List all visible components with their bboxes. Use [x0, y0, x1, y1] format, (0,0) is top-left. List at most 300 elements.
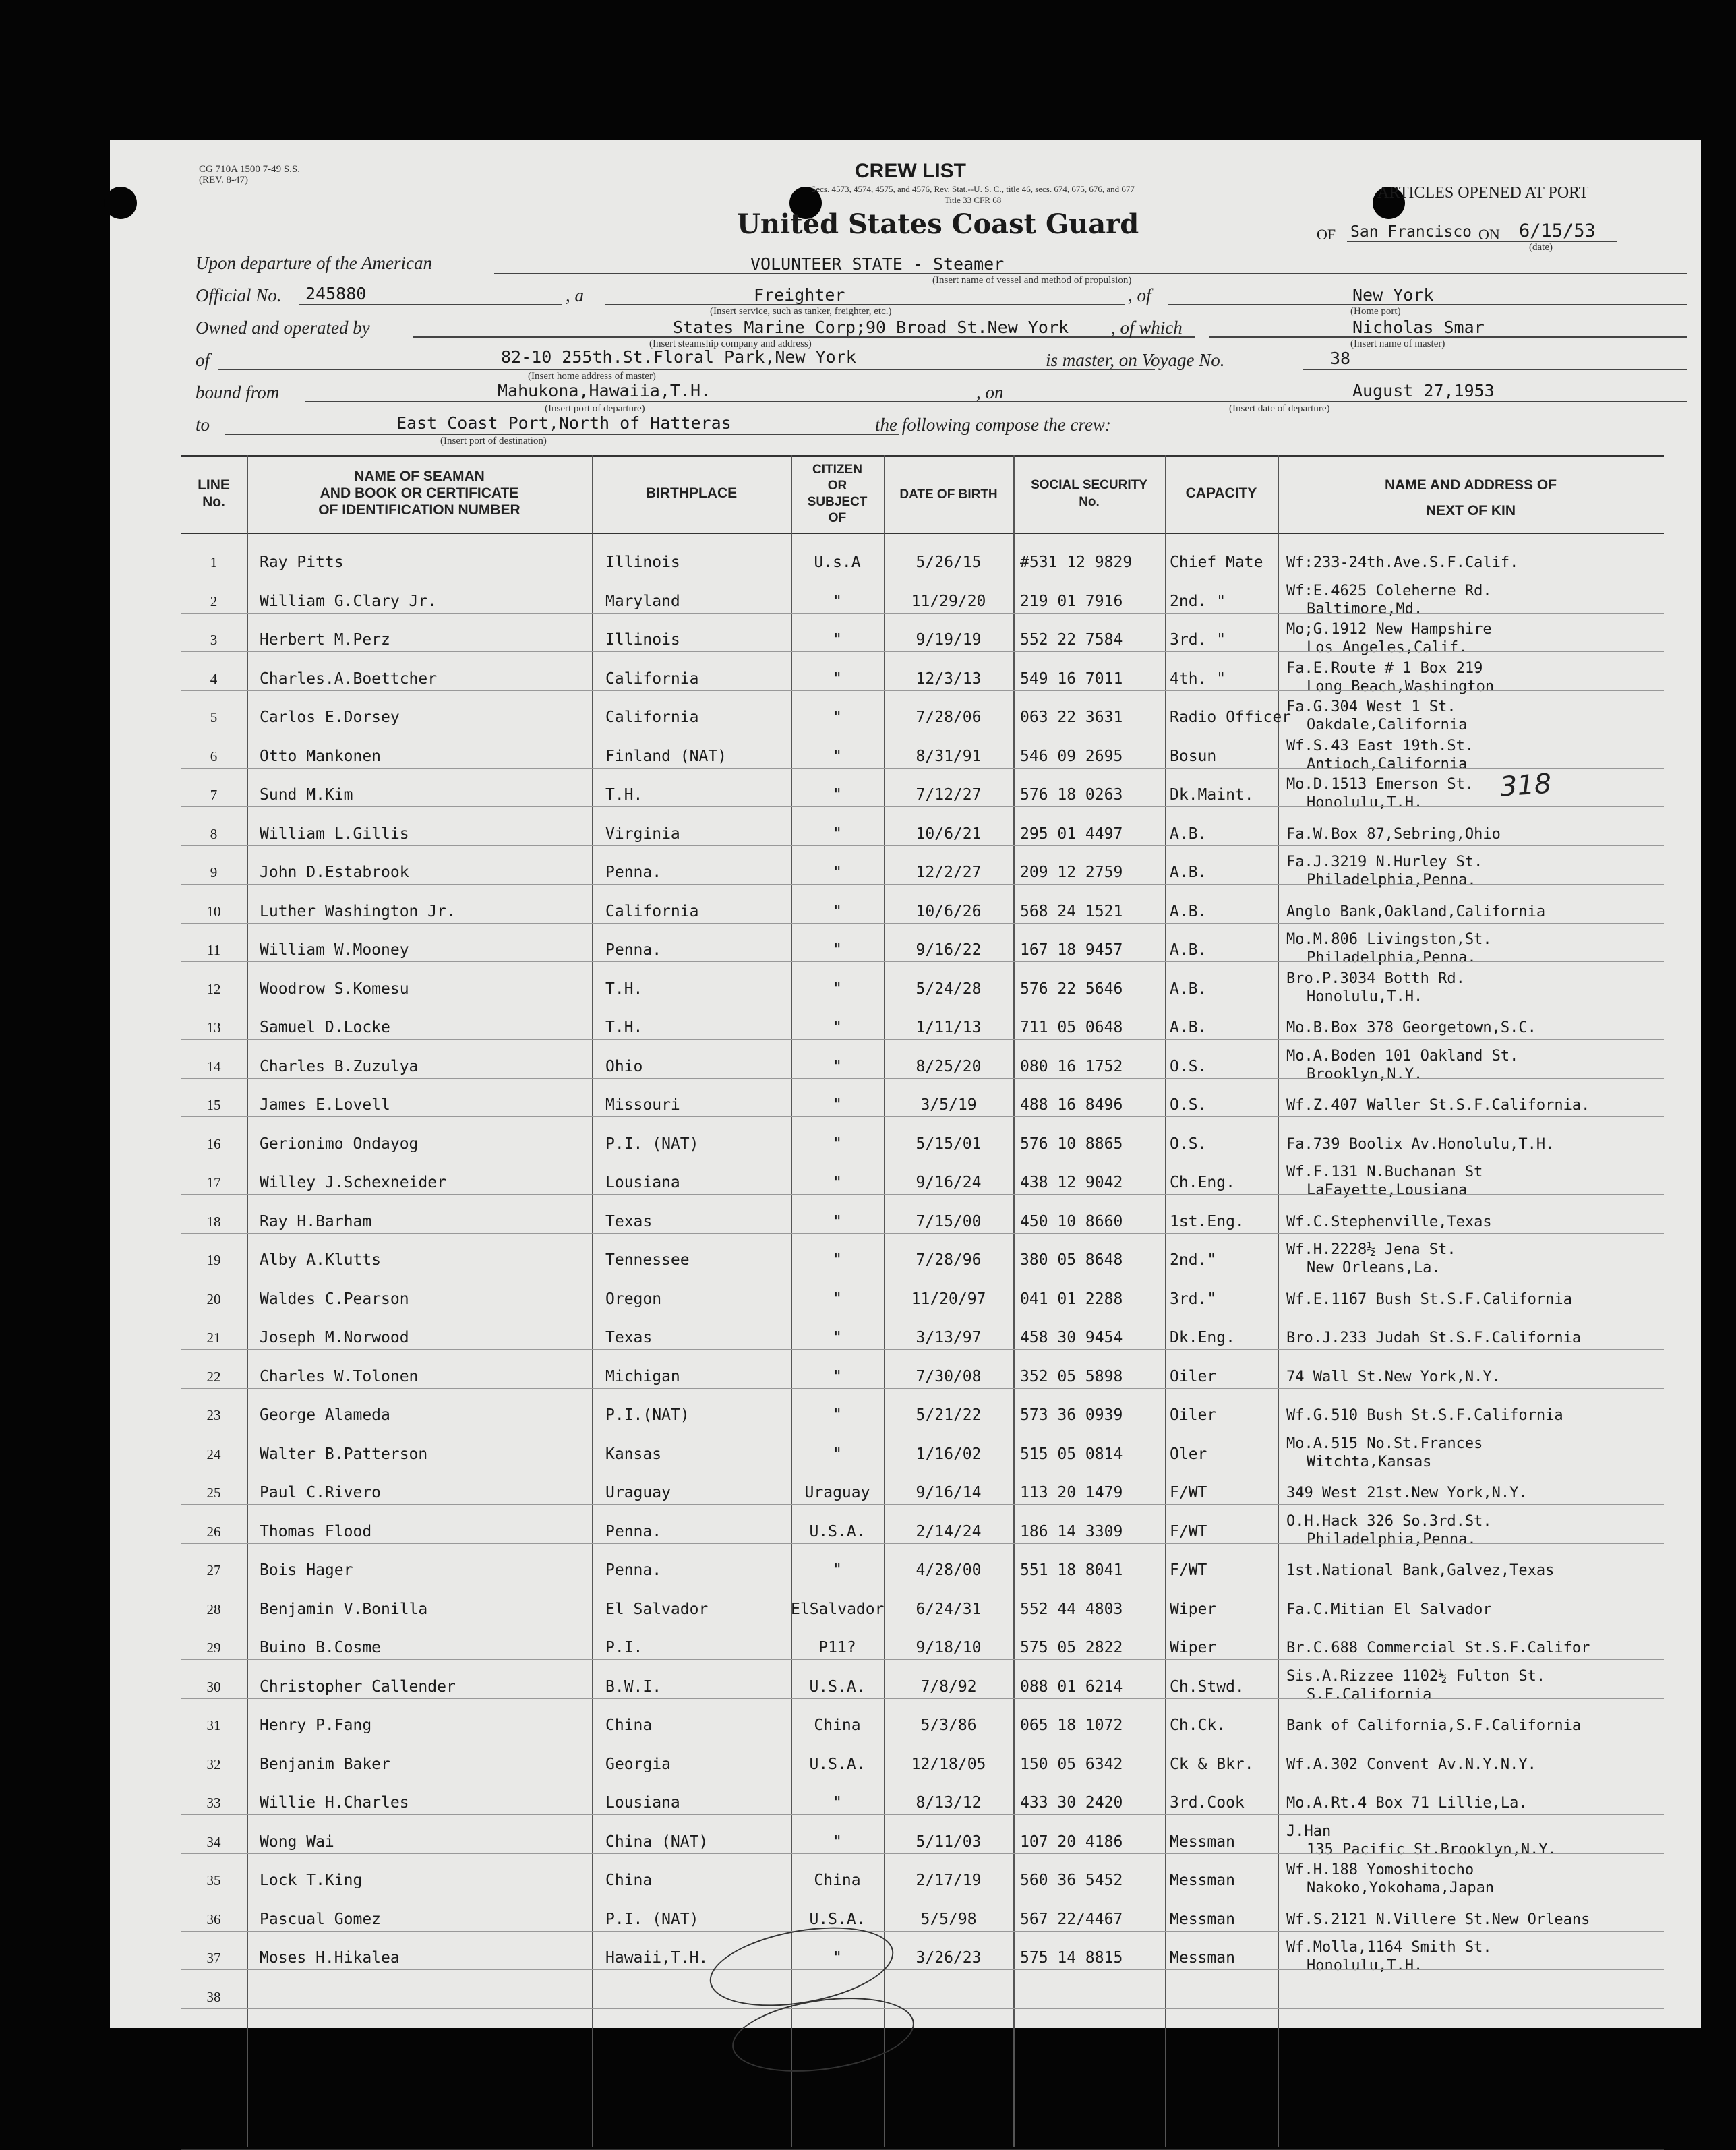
cell-name: Gerionimo Ondayog: [260, 1135, 419, 1153]
row-rule: [181, 1543, 1664, 1544]
next-of-kin-line: Honolulu,T.H.: [1307, 988, 1423, 1005]
cell-ssn: 552 22 7584: [1020, 631, 1123, 649]
cell-cap: Wiper: [1170, 1600, 1217, 1618]
cell-dob: 9/18/10: [916, 1639, 982, 1656]
cell-birth: El Salvador: [605, 1600, 709, 1618]
cell-ssn: 575 05 2822: [1020, 1639, 1123, 1656]
form-code: CG 710A 1500 7-49 S.S. (REV. 8-47): [199, 164, 301, 185]
next-of-kin-line: LaFayette,Lousiana: [1307, 1182, 1468, 1199]
cell-dob: 9/16/24: [916, 1174, 982, 1191]
next-of-kin-line: Fa.C.Mitian El Salvador: [1286, 1601, 1492, 1618]
cell-cit: ": [833, 1445, 842, 1463]
cell-ssn: 219 01 7916: [1020, 592, 1123, 610]
row-rule: [181, 1814, 1664, 1815]
master-caption: (Insert name of master): [1350, 338, 1445, 349]
cell-dob: 9/19/19: [916, 631, 982, 649]
cell-name: John D.Estabrook: [260, 864, 409, 881]
cell-cit: ": [833, 669, 842, 688]
row-rule: [181, 1659, 1664, 1660]
next-of-kin-line: Mo.B.Box 378 Georgetown,S.C.: [1286, 1019, 1536, 1036]
cell-dob: 7/28/06: [916, 709, 982, 726]
cell-name: James E.Lovell: [260, 1096, 390, 1114]
cell-no: 3: [210, 632, 218, 648]
cell-ssn: 711 05 0648: [1020, 1019, 1123, 1036]
cell-dob: 9/16/14: [916, 1484, 982, 1501]
cell-cap: Ck & Bkr.: [1170, 1755, 1254, 1773]
cell-name: Christopher Callender: [260, 1677, 456, 1696]
cell-name: William W.Mooney: [260, 941, 409, 959]
header-seaman-name: NAME OF SEAMAN AND BOOK OR CERTIFICATE OF IDENTIFICATION NUMBER: [318, 469, 520, 518]
cell-ssn: 150 05 6342: [1020, 1755, 1123, 1773]
cell-name: Henry P.Fang: [260, 1716, 372, 1734]
cell-cap: Messman: [1170, 1832, 1235, 1851]
cell-ssn: 209 12 2759: [1020, 864, 1123, 881]
agency-title: United States Coast Guard: [737, 208, 1139, 240]
cell-next-of-kin: [1286, 1290, 1572, 1309]
cell-next-of-kin: [1286, 1406, 1563, 1425]
next-of-kin-line: Wf.Molla,1164 Smith St.: [1286, 1939, 1492, 1956]
vessel-service: Freighter: [754, 285, 845, 305]
next-of-kin-line: Fa.E.Route # 1 Box 219: [1286, 659, 1483, 677]
cell-dob: 12/2/27: [916, 864, 982, 881]
row-rule: [181, 1698, 1664, 1699]
next-of-kin-line: Br.C.688 Commercial St.S.F.Califor: [1286, 1640, 1590, 1656]
cell-dob: 3/13/97: [916, 1329, 982, 1346]
cell-ssn: 546 09 2695: [1020, 747, 1123, 765]
cell-cit: ": [833, 1406, 842, 1424]
cell-dob: 7/30/08: [916, 1367, 982, 1385]
next-of-kin-line: Los Angeles,Calif.: [1307, 639, 1468, 656]
next-of-kin-line: Wf.E.1167 Bush St.S.F.California: [1286, 1290, 1572, 1308]
cell-dob: 5/26/15: [916, 554, 982, 571]
departure-port: Mahukona,Hawaiia,T.H.: [498, 381, 711, 400]
cell-cit: ": [833, 1096, 842, 1114]
cell-cit: ": [833, 1290, 842, 1308]
cell-birth: Penna.: [605, 1522, 662, 1541]
cell-name: Walter B.Patterson: [260, 1445, 428, 1463]
cell-cit: ": [833, 1057, 842, 1075]
cell-next-of-kin: [1286, 1716, 1581, 1735]
row-rule: [181, 2008, 1664, 2009]
articles-date-caption: (date): [1529, 242, 1553, 253]
next-of-kin-line: Fa.G.304 West 1 St.: [1286, 698, 1456, 715]
cell-no: 21: [206, 1330, 221, 1346]
cell-name: Waldes C.Pearson: [260, 1290, 409, 1308]
cell-ssn: 080 16 1752: [1020, 1057, 1123, 1075]
company: States Marine Corp;90 Broad St.New York: [673, 318, 1069, 337]
cell-no: 22: [206, 1368, 221, 1385]
cell-dob: 12/3/13: [916, 669, 982, 688]
next-of-kin-line: 1st.National Bank,Galvez,Texas: [1286, 1562, 1555, 1579]
cell-cit: ": [833, 592, 842, 610]
cell-ssn: 576 10 8865: [1020, 1135, 1123, 1153]
cell-no: 27: [206, 1562, 221, 1578]
cell-no: 2: [210, 593, 218, 609]
cell-no: 15: [206, 1097, 221, 1113]
cell-no: 11: [206, 942, 221, 958]
row-rule: [181, 1233, 1664, 1234]
cell-no: 6: [210, 748, 218, 765]
cell-birth: Lousiana: [605, 1794, 680, 1812]
cell-name: Bois Hager: [260, 1561, 353, 1579]
cell-no: 28: [206, 1601, 221, 1617]
destination-port: East Coast Port,North of Hatteras: [396, 413, 731, 433]
cell-no: 10: [206, 903, 221, 920]
next-of-kin-line: Nakoko,Yokohama,Japan: [1307, 1880, 1495, 1897]
cell-birth: Maryland: [605, 592, 680, 610]
header-line-no: LINE No.: [198, 477, 230, 510]
voyage-number: 38: [1330, 349, 1351, 368]
cell-ssn: 573 36 0939: [1020, 1406, 1123, 1424]
cell-dob: 8/13/12: [916, 1794, 982, 1812]
cell-cit: U.S.A.: [809, 1755, 866, 1773]
cell-ssn: 167 18 9457: [1020, 941, 1123, 959]
cell-name: Paul C.Rivero: [260, 1484, 382, 1501]
cell-cit: ": [833, 786, 842, 804]
home-port-caption: (Home port): [1350, 306, 1401, 317]
cell-cit: China: [814, 1872, 861, 1889]
cell-next-of-kin: [1286, 903, 1545, 921]
row-rule: [181, 1504, 1664, 1505]
cell-birth: China: [605, 1872, 653, 1889]
statute-reference: Secs. 4573, 4574, 4575, and 4576, Rev. Stat.--U. S. C., title 46, secs. 674, 675, 676, and 677 Title 33 CFR 68: [811, 184, 1135, 205]
cell-dob: 12/18/05: [911, 1755, 986, 1773]
cell-no: 4: [210, 670, 218, 687]
cell-ssn: 576 18 0263: [1020, 786, 1123, 804]
cell-cap: 3rd. ": [1170, 631, 1226, 649]
cell-cap: F/WT: [1170, 1522, 1207, 1541]
cell-cit: ": [833, 1174, 842, 1191]
cell-dob: 1/11/13: [916, 1019, 982, 1036]
next-of-kin-line: Wf.F.131 N.Buchanan St: [1286, 1164, 1483, 1181]
row-rule: [181, 845, 1664, 846]
cell-dob: 7/12/27: [916, 786, 982, 804]
articles-on-label: ON: [1478, 226, 1500, 243]
next-of-kin-line: Wf.H.188 Yomoshitocho: [1286, 1861, 1474, 1878]
cell-name: Wong Wai: [260, 1832, 334, 1851]
cell-name: Benjamin V.Bonilla: [260, 1600, 428, 1618]
next-of-kin-line: Witchta,Kansas: [1307, 1453, 1432, 1470]
cell-dob: 5/5/98: [920, 1910, 977, 1928]
cell-cap: Radio Officer: [1170, 709, 1292, 726]
next-of-kin-line: Philadelphia,Penna.: [1307, 872, 1476, 889]
cell-name: Ray Pitts: [260, 554, 344, 571]
cell-dob: 10/6/21: [916, 825, 982, 843]
bound-from-label: bound from: [196, 382, 280, 402]
of-which-label: , of which: [1111, 318, 1183, 338]
cell-cap: A.B.: [1170, 864, 1207, 881]
cell-no: 30: [206, 1678, 221, 1695]
crew-list-form: [110, 140, 1701, 2028]
next-of-kin-line: Mo.D.1513 Emerson St.: [1286, 776, 1474, 793]
cell-no: 38: [206, 1988, 221, 2005]
next-of-kin-line: New Orleans,La.: [1307, 1259, 1441, 1276]
next-of-kin-line: 135 Pacific St.Brooklyn,N.Y.: [1307, 1841, 1557, 1858]
cell-name: Pascual Gomez: [260, 1910, 382, 1928]
cell-birth: Georgia: [605, 1755, 671, 1773]
cell-next-of-kin: [1286, 1561, 1554, 1580]
articles-of-label: OF: [1317, 226, 1336, 243]
cell-cap: A.B.: [1170, 1019, 1207, 1036]
cell-no: 24: [206, 1445, 221, 1462]
cell-name: Sund M.Kim: [260, 786, 353, 804]
cell-name: Samuel D.Locke: [260, 1019, 390, 1036]
row-rule: [181, 1349, 1664, 1350]
cell-birth: Missouri: [605, 1096, 680, 1114]
cell-no: 13: [206, 1019, 221, 1036]
cell-ssn: 433 30 2420: [1020, 1794, 1123, 1812]
cell-cap: 3rd.": [1170, 1290, 1217, 1308]
cell-next-of-kin: [1286, 1019, 1536, 1037]
cell-no: 25: [206, 1485, 221, 1501]
next-of-kin-line: Fa.739 Boolix Av.Honolulu,T.H.: [1286, 1135, 1555, 1153]
cell-birth: Lousiana: [605, 1174, 680, 1191]
departure-date: August 27,1953: [1352, 381, 1495, 400]
cell-name: Charles B.Zuzulya: [260, 1057, 419, 1075]
cell-birth: Texas: [605, 1212, 653, 1230]
row-rule: [181, 651, 1664, 652]
cell-name: Charles.A.Boettcher: [260, 669, 438, 688]
cell-ssn: 380 05 8648: [1020, 1251, 1123, 1269]
cell-ssn: 063 22 3631: [1020, 709, 1123, 726]
cell-next-of-kin: [1286, 1911, 1590, 1929]
header-date-of-birth: DATE OF BIRTH: [899, 487, 998, 502]
next-of-kin-line: Mo.A.515 No.St.Frances: [1286, 1435, 1483, 1452]
cell-cap: Oler: [1170, 1445, 1207, 1463]
cell-name: Charles W.Tolonen: [260, 1367, 419, 1385]
cell-cap: Wiper: [1170, 1639, 1217, 1656]
cell-dob: 7/8/92: [920, 1677, 977, 1696]
cell-name: George Alameda: [260, 1406, 390, 1424]
cell-no: 1: [210, 554, 218, 570]
next-of-kin-line: Baltimore,Md.: [1307, 600, 1423, 618]
cell-cit: China: [814, 1716, 861, 1734]
cell-no: 9: [210, 864, 218, 880]
cell-next-of-kin: [1286, 1601, 1492, 1619]
cell-cit: U.s.A: [814, 554, 861, 571]
cell-no: 31: [206, 1717, 221, 1733]
cell-birth: T.H.: [605, 980, 643, 998]
cell-cap: A.B.: [1170, 825, 1207, 843]
cell-birth: T.H.: [605, 1019, 643, 1036]
cell-cap: A.B.: [1170, 902, 1207, 920]
cell-ssn: 568 24 1521: [1020, 902, 1123, 920]
next-of-kin-line: Bro.J.233 Judah St.S.F.California: [1286, 1330, 1582, 1346]
cell-cap: Messman: [1170, 1949, 1235, 1967]
cell-no: 18: [206, 1213, 221, 1230]
cell-dob: 9/16/22: [916, 941, 982, 959]
header-social-security: SOCIAL SECURITY No.: [1031, 478, 1147, 509]
next-of-kin-line: Mo.A.Rt.4 Box 71 Lillie,La.: [1286, 1795, 1528, 1812]
cell-birth: Uraguay: [605, 1484, 671, 1501]
is-master-label: is master, on Voyage No.: [1046, 350, 1225, 370]
cell-cap: F/WT: [1170, 1484, 1207, 1501]
next-of-kin-line: 74 Wall St.New York,N.Y.: [1286, 1368, 1501, 1385]
row-rule: [181, 1194, 1664, 1195]
cell-dob: 11/20/97: [911, 1290, 986, 1308]
cell-name: Otto Mankonen: [260, 747, 382, 765]
cell-ssn: 450 10 8660: [1020, 1212, 1123, 1230]
next-of-kin-line: Wf.C.Stephenville,Texas: [1286, 1213, 1492, 1230]
next-of-kin-line: 349 West 21st.New York,N.Y.: [1286, 1485, 1528, 1501]
cell-ssn: 551 18 8041: [1020, 1561, 1123, 1579]
next-of-kin-line: Long Beach,Washington: [1307, 678, 1495, 695]
row-rule: [181, 923, 1664, 924]
cell-birth: Penna.: [605, 941, 662, 959]
cell-no: 33: [206, 1795, 221, 1811]
row-rule: [181, 1116, 1664, 1117]
cell-cap: 2nd.": [1170, 1251, 1217, 1269]
cell-cit: ": [833, 1561, 842, 1579]
row-rule: [181, 690, 1664, 691]
cell-cap: Dk.Maint.: [1170, 786, 1254, 804]
next-of-kin-line: Philadelphia,Penna.: [1307, 949, 1476, 966]
cell-birth: Oregon: [605, 1290, 662, 1308]
cell-ssn: 576 22 5646: [1020, 980, 1123, 998]
cell-ssn: 575 14 8815: [1020, 1949, 1123, 1967]
to-label: to: [196, 415, 210, 435]
cell-birth: B.W.I.: [605, 1677, 662, 1696]
cell-name: Luther Washington Jr.: [260, 902, 456, 920]
cell-cit: U.S.A.: [809, 1522, 866, 1541]
row-rule: [181, 1039, 1664, 1040]
cell-cit: P11?: [818, 1639, 856, 1656]
vessel-name: VOLUNTEER STATE - Steamer: [750, 254, 1005, 274]
of2-label: of: [196, 350, 210, 370]
cell-cap: F/WT: [1170, 1561, 1207, 1579]
cell-name: Woodrow S.Komesu: [260, 980, 409, 998]
cell-dob: 5/21/22: [916, 1406, 982, 1424]
cell-cit: ": [833, 1832, 842, 1851]
of-label: , of: [1128, 285, 1151, 305]
destination-caption: (Insert port of destination): [440, 436, 547, 446]
next-of-kin-line: Fa.J.3219 N.Hurley St.: [1286, 854, 1483, 870]
cell-no: 29: [206, 1640, 221, 1656]
master-address: 82-10 255th.St.Floral Park,New York: [501, 347, 856, 367]
next-of-kin-line: Bank of California,S.F.California: [1286, 1717, 1582, 1734]
cell-dob: 10/6/26: [916, 902, 982, 920]
articles-label: ARTICLES OPENED AT PORT: [1377, 184, 1589, 202]
cell-no: 37: [206, 1950, 221, 1966]
next-of-kin-line: Wf.S.43 East 19th.St.: [1286, 737, 1474, 754]
cell-birth: Texas: [605, 1329, 653, 1346]
cell-no: 16: [206, 1135, 221, 1152]
cell-cap: Bosun: [1170, 747, 1217, 765]
cell-ssn: 113 20 1479: [1020, 1484, 1123, 1501]
cell-dob: 1/16/02: [916, 1445, 982, 1463]
cell-cap: Dk.Eng.: [1170, 1329, 1235, 1346]
cell-birth: Penna.: [605, 1561, 662, 1579]
cell-cap: 4th. ": [1170, 669, 1226, 688]
cell-birth: P.I. (NAT): [605, 1135, 699, 1153]
cell-cit: ": [833, 1329, 842, 1346]
cell-cap: O.S.: [1170, 1096, 1207, 1114]
cell-dob: 11/29/20: [911, 592, 986, 610]
cell-ssn: 186 14 3309: [1020, 1522, 1123, 1541]
cell-birth: Illinois: [605, 631, 680, 649]
cell-ssn: 065 18 1072: [1020, 1716, 1123, 1734]
cell-no: 17: [206, 1174, 221, 1191]
cell-birth: Kansas: [605, 1445, 662, 1463]
departure-port-caption: (Insert port of departure): [545, 403, 645, 414]
cell-cit: ": [833, 1019, 842, 1036]
cell-next-of-kin: [1286, 1794, 1528, 1812]
cell-cap: O.S.: [1170, 1057, 1207, 1075]
cell-no: 32: [206, 1756, 221, 1772]
cell-dob: 3/5/19: [920, 1096, 977, 1114]
next-of-kin-line: J.Han: [1286, 1822, 1331, 1840]
cell-name: William L.Gillis: [260, 825, 409, 843]
cell-ssn: #531 12 9829: [1020, 554, 1133, 571]
margin-note: 318: [1499, 768, 1553, 803]
cell-no: 19: [206, 1252, 221, 1268]
cell-birth: P.I. (NAT): [605, 1910, 699, 1928]
cell-cit: ": [833, 1212, 842, 1230]
next-of-kin-line: Wf:E.4625 Coleherne Rd.: [1286, 582, 1492, 599]
cell-ssn: 088 01 6214: [1020, 1677, 1123, 1696]
row-rule: [181, 1853, 1664, 1854]
cell-cit: ": [833, 1794, 842, 1812]
cell-cap: 1st.Eng.: [1170, 1212, 1245, 1230]
cell-birth: China (NAT): [605, 1832, 709, 1851]
row-rule: [181, 768, 1664, 769]
next-of-kin-line: S.F.California: [1307, 1685, 1432, 1703]
cell-name: William G.Clary Jr.: [260, 592, 438, 610]
cell-no: 35: [206, 1872, 221, 1888]
cell-next-of-kin: [1286, 1135, 1554, 1154]
master-address-caption: (Insert home address of master): [528, 371, 656, 382]
cell-no: 12: [206, 980, 221, 997]
next-of-kin-line: Anglo Bank,Oakland,California: [1286, 903, 1546, 920]
next-of-kin-line: Bro.P.3034 Botth Rd.: [1286, 969, 1465, 987]
row-rule: [181, 613, 1664, 614]
next-of-kin-line: Sis.A.Rizzee 1102½ Fulton St.: [1286, 1667, 1546, 1685]
next-of-kin-line: O.H.Hack 326 So.3rd.St.: [1286, 1512, 1492, 1530]
cell-ssn: 567 22/4467: [1020, 1910, 1123, 1928]
cell-cit: ": [833, 825, 842, 843]
cell-ssn: 549 16 7011: [1020, 669, 1123, 688]
cell-birth: P.I.(NAT): [605, 1406, 690, 1424]
cell-cap: Ch.Eng.: [1170, 1174, 1235, 1191]
cell-cap: A.B.: [1170, 941, 1207, 959]
cell-no: 20: [206, 1290, 221, 1307]
cell-cap: Messman: [1170, 1910, 1235, 1928]
header-capacity: CAPACITY: [1185, 485, 1257, 501]
cell-cit: U.S.A.: [809, 1677, 866, 1696]
row-rule: [181, 884, 1664, 885]
next-of-kin-line: Antioch,California: [1307, 755, 1468, 773]
cell-ssn: 041 01 2288: [1020, 1290, 1123, 1308]
cell-dob: 4/28/00: [916, 1561, 982, 1579]
cell-cit: ": [833, 864, 842, 881]
cell-birth: China: [605, 1716, 653, 1734]
articles-port: San Francisco: [1350, 223, 1472, 241]
cell-ssn: 552 44 4803: [1020, 1600, 1123, 1618]
cell-ssn: 458 30 9454: [1020, 1329, 1123, 1346]
cell-birth: Michigan: [605, 1367, 680, 1385]
cell-cit: ": [833, 1135, 842, 1153]
next-of-kin-line: Honolulu,T.H.: [1307, 1957, 1423, 1974]
cell-cit: ": [833, 902, 842, 920]
cell-cit: ": [833, 941, 842, 959]
cell-ssn: 488 16 8496: [1020, 1096, 1123, 1114]
cell-name: Benjanim Baker: [260, 1755, 390, 1773]
cell-name: Buino B.Cosme: [260, 1639, 382, 1656]
cell-birth: Finland (NAT): [605, 747, 727, 765]
cell-dob: 5/11/03: [916, 1832, 982, 1851]
row-rule: [181, 806, 1664, 807]
service-caption: (Insert service, such as tanker, freighter, etc.): [710, 306, 892, 317]
